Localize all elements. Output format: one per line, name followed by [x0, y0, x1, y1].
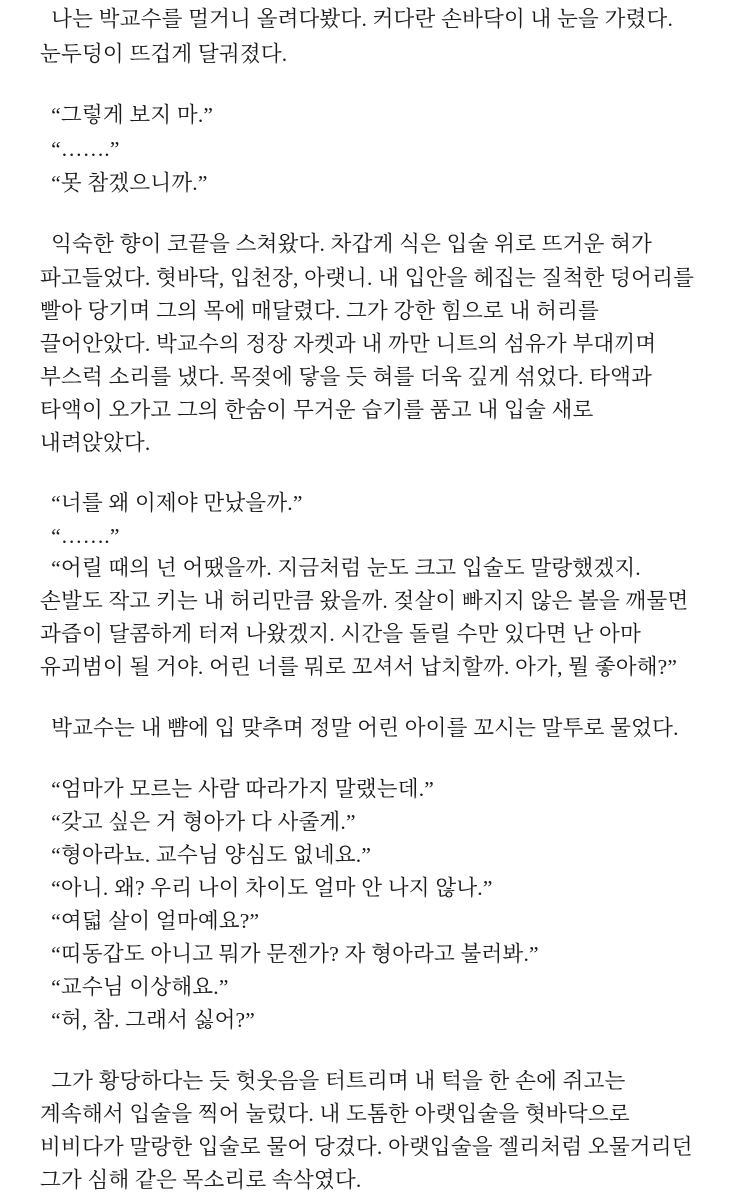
- text-line: 타액이 오가고 그의 한숨이 무거운 습기를 품고 내 입술 새로: [40, 398, 594, 422]
- text-line: 그가 심해 같은 목소리로 속삭였다.: [40, 1168, 362, 1192]
- dialogue-line: 손발도 작고 키는 내 허리만큼 왔을까. 젖살이 빠지지 않은 볼을 깨물면: [40, 589, 689, 613]
- dialogue-line: “너를 왜 이제야 만났을까.”: [40, 491, 303, 515]
- dialogue-line: “어릴 때의 넌 어땠을까. 지금처럼 눈도 크고 입술도 말랑했겠지.: [40, 556, 641, 580]
- text-line: 빨아 당기며 그의 목에 매달렸다. 그가 강한 힘으로 내 허리를: [40, 299, 600, 323]
- dialogue-line: 과즙이 달콤하게 터져 나왔겠지. 시간을 돌릴 수만 있다면 난 아마: [40, 622, 641, 646]
- text-line: 그가 황당하다는 듯 헛웃음을 터트리며 내 턱을 한 손에 쥐고는: [40, 1069, 626, 1093]
- dialogue-line: “그렇게 보지 마.”: [40, 103, 214, 127]
- text-line: 내려앉았다.: [40, 431, 151, 455]
- text-line: 비비다가 말랑한 입술로 물어 당겼다. 아랫입술을 젤리처럼 오물거리던: [40, 1135, 693, 1159]
- dialogue-line: “…….”: [40, 137, 120, 161]
- dialogue-line: “허, 참. 그래서 싫어?”: [40, 1008, 256, 1032]
- text-line: 계속해서 입술을 찍어 눌렀다. 내 도톰한 아랫입술을 혓바닥으로: [40, 1102, 630, 1126]
- text-line: 끌어안았다. 박교수의 정장 자켓과 내 까만 니트의 섬유가 부대끼며: [40, 332, 657, 356]
- text-line: 나는 박교수를 멀거니 올려다봤다. 커다란 손바닥이 내 눈을 가렸다.: [40, 7, 674, 31]
- dialogue-line: “못 참겠으니까.”: [40, 171, 208, 195]
- dialogue-line: “형아라뇨. 교수님 양심도 없네요.”: [40, 843, 372, 867]
- text-line: 파고들었다. 혓바닥, 입천장, 아랫니. 내 입안을 헤집는 질척한 덩어리를: [40, 266, 695, 290]
- dialogue-line: “…….”: [40, 524, 120, 548]
- dialogue-line: “엄마가 모르는 사람 따라가지 말랬는데.”: [40, 777, 435, 801]
- dialogue-line: 유괴범이 될 거야. 어린 너를 뭐로 꼬셔서 납치할까. 아가, 뭘 좋아해?”: [40, 655, 678, 679]
- text-line: 익숙한 향이 코끝을 스쳐왔다. 차갑게 식은 입술 위로 뜨거운 혀가: [40, 232, 653, 256]
- text-line: 부스럭 소리를 냈다. 목젖에 닿을 듯 혀를 더욱 깊게 섞었다. 타액과: [40, 365, 653, 389]
- dialogue-line: “갖고 싶은 거 형아가 다 사줄게.”: [40, 810, 356, 834]
- dialogue-line: “여덟 살이 얼마예요?”: [40, 909, 260, 933]
- text-line: 눈두덩이 뜨겁게 달궈졌다.: [40, 42, 288, 66]
- text-line: 박교수는 내 뺨에 입 맞추며 정말 어린 아이를 꼬시는 말투로 물었다.: [40, 716, 679, 740]
- dialogue-line: “교수님 이상해요.”: [40, 975, 229, 999]
- dialogue-line: “아니. 왜? 우리 나이 차이도 얼마 안 나지 않나.”: [40, 876, 493, 900]
- dialogue-line: “띠동갑도 아니고 뭐가 문젠가? 자 형아라고 불러봐.”: [40, 942, 539, 966]
